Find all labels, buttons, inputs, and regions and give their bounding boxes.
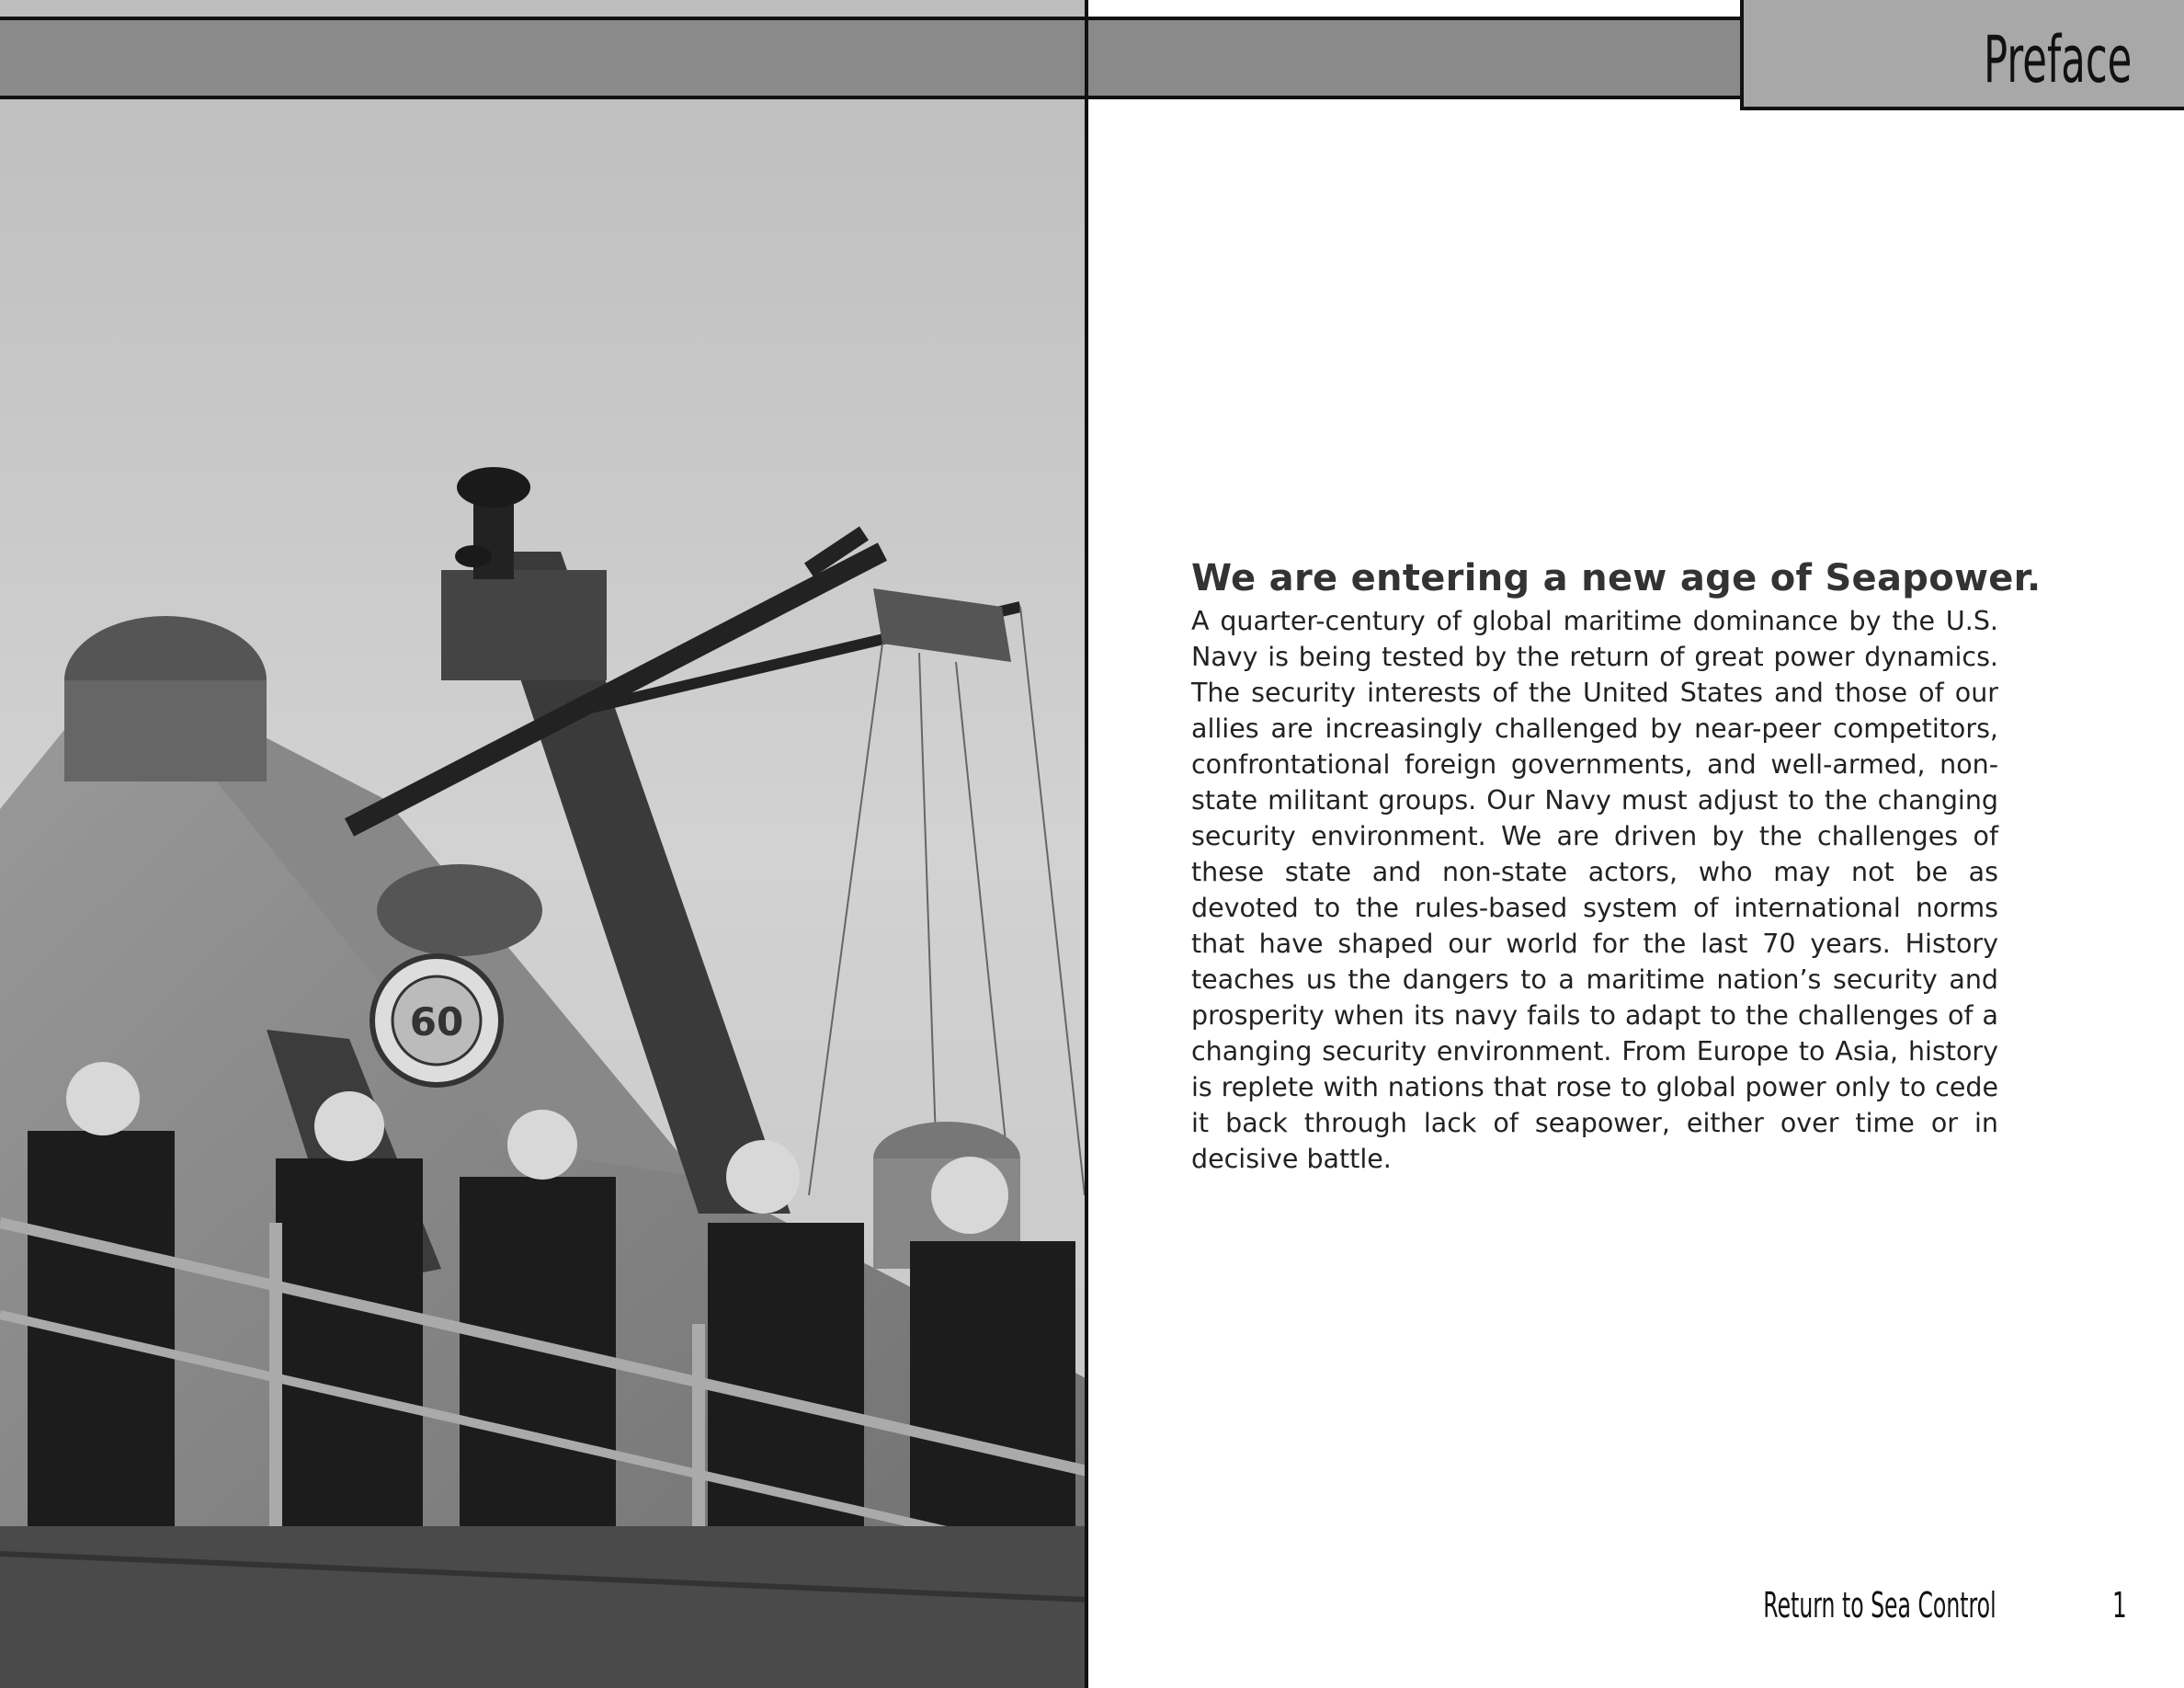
preface-content	[1191, 555, 2042, 1177]
section-tab	[1740, 0, 2184, 110]
emblem-text: 60	[409, 999, 464, 1044]
footer	[1629, 1585, 1996, 1631]
page-divider	[1085, 0, 1088, 1688]
section-title: Preface	[1983, 22, 2132, 97]
footer-document-title: Return to Sea Control	[1763, 1585, 1996, 1625]
ship-crew-photo	[0, 0, 1087, 1688]
header-bar	[0, 18, 1742, 99]
preface-body: A quarter-century of global maritime dominance by the U.S. Navy is being tested by the return of great power dynamics. The security interests of the United States and those of our allies are increasingly challenged by near-peer competitors, confrontational foreign governments, and well-armed, non-state militant groups. Our Navy must adjust to the changing security environment. We are driven by the challenges of these state and non-state actors, who may not be as devoted to the rules-based system of international norms that have shaped our world for the last 70 years. History teaches us the dangers to a maritime nation’s security and prosperity when its navy fails to adapt to the challenges of a changing security environment. From Europe to Asia, history is replete with nations that rose to global power only to cede it back through lack of seapower, either over time or in decisive battle.	[1191, 606, 1998, 1174]
page-number: 1	[2112, 1585, 2127, 1625]
preface-heading: We are entering a new age of Seapower.	[1191, 557, 2042, 599]
